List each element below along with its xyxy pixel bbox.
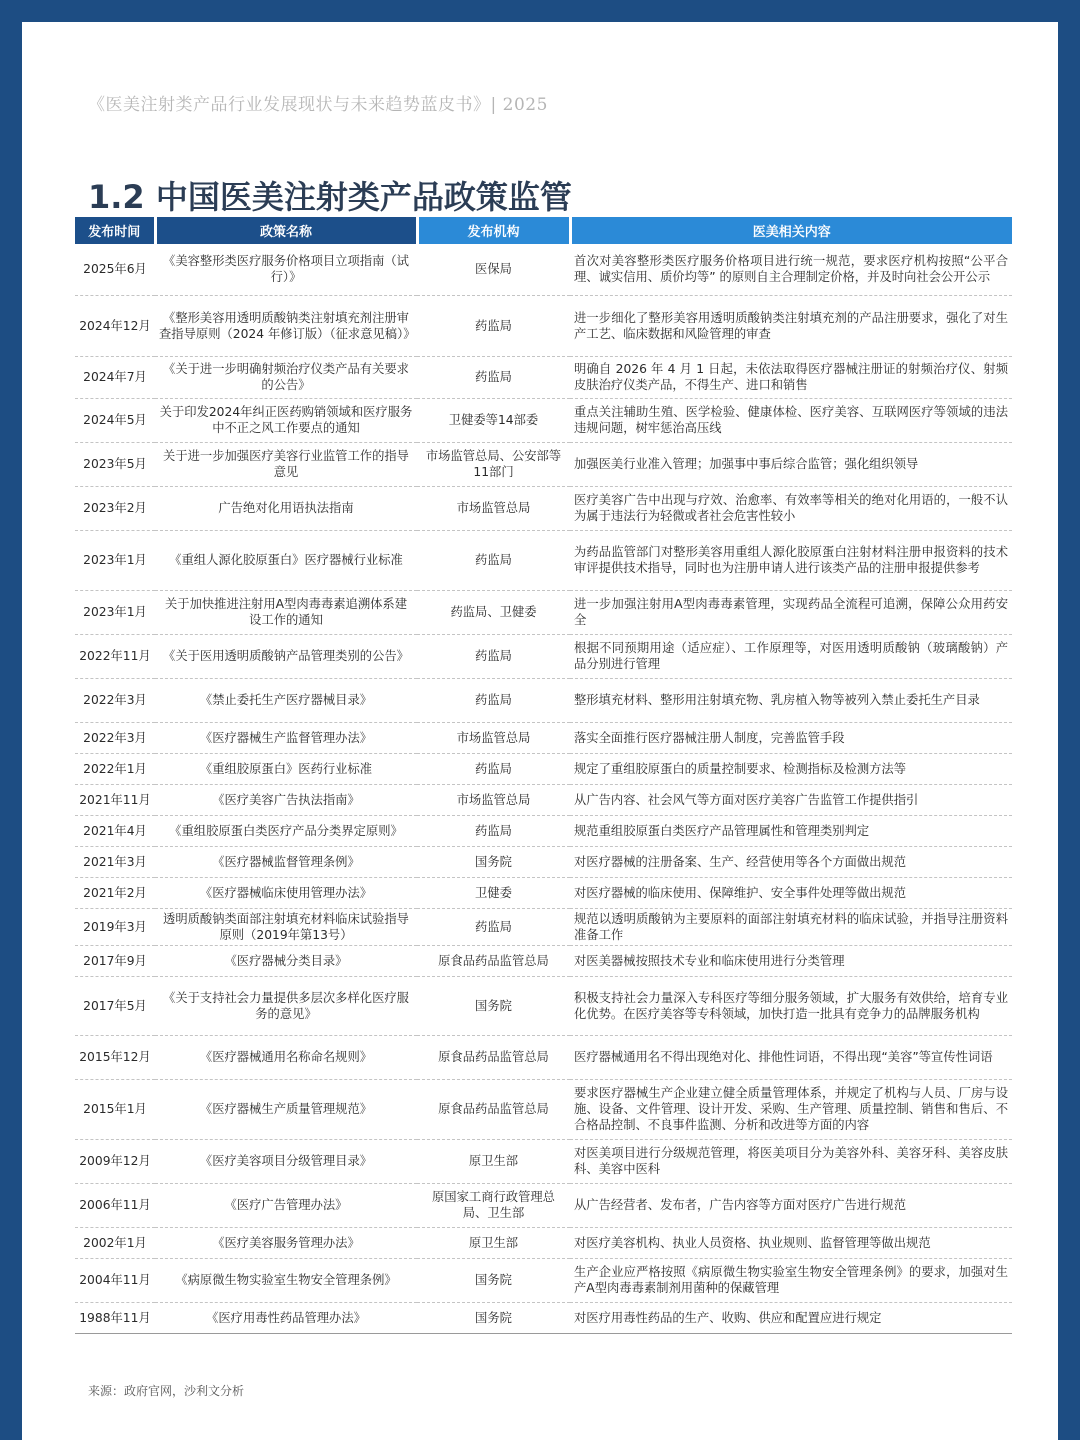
cell-issuer: 国务院 (417, 1258, 570, 1302)
table-row (75, 398, 1012, 442)
cell-content: 对医疗美容机构、执业人员资格、执业规则、监督管理等做出规范 (570, 1227, 1012, 1258)
cell-date: 2023年1月 (75, 590, 155, 634)
cell-content: 为药品监管部门对整形美容用重组人源化胶原蛋白注射材料注册申报资料的技术审评提供技术指导，同时也为注册申请人进行该类产品的注册申报提供参考 (570, 530, 1012, 590)
table-row (75, 945, 1012, 976)
table-row (75, 877, 1012, 908)
table-header-row (75, 217, 1012, 244)
cell-date: 2021年4月 (75, 815, 155, 846)
table-row (75, 784, 1012, 815)
cell-date: 2017年5月 (75, 976, 155, 1035)
column-header-policy-name: 政策名称 (155, 217, 417, 244)
cell-content: 对医疗用毒性药品的生产、收购、供应和配置应进行规定 (570, 1302, 1012, 1333)
cell-policy-name: 《美容整形类医疗服务价格项目立项指南（试行）》 (155, 244, 417, 295)
cell-date: 2015年1月 (75, 1079, 155, 1139)
table-row (75, 1302, 1012, 1333)
cell-date: 2025年6月 (75, 244, 155, 295)
cell-issuer: 药监局 (417, 678, 570, 722)
table-row (75, 1079, 1012, 1139)
cell-issuer: 市场监管总局 (417, 784, 570, 815)
column-header-content: 医美相关内容 (570, 217, 1012, 244)
cell-content: 进一步加强注射用A型肉毒毒素管理，实现药品全流程可追溯，保障公众用药安全 (570, 590, 1012, 634)
cell-issuer: 药监局、卫健委 (417, 590, 570, 634)
cell-policy-name: 《医疗器械临床使用管理办法》 (155, 877, 417, 908)
cell-content: 加强医美行业准入管理；加强事中事后综合监管；强化组织领导 (570, 442, 1012, 486)
cell-date: 2002年1月 (75, 1227, 155, 1258)
cell-issuer: 原食品药品监管总局 (417, 945, 570, 976)
table-row (75, 1183, 1012, 1227)
cell-policy-name: 《医疗美容广告执法指南》 (155, 784, 417, 815)
cell-issuer: 原卫生部 (417, 1227, 570, 1258)
table-row (75, 634, 1012, 678)
cell-policy-name: 《医疗器械监督管理条例》 (155, 846, 417, 877)
section-title: 1.2 中国医美注射类产品政策监管 (88, 178, 572, 216)
cell-date: 2009年12月 (75, 1139, 155, 1183)
cell-content: 对医疗器械的注册备案、生产、经营使用等各个方面做出规范 (570, 846, 1012, 877)
cell-content: 明确自 2026 年 4 月 1 日起，未依法取得医疗器械注册证的射频治疗仪、射频皮肤治疗仪类产品，不得生产、进口和销售 (570, 356, 1012, 398)
cell-policy-name: 透明质酸钠类面部注射填充材料临床试验指导原则（2019年第13号） (155, 908, 417, 945)
cell-policy-name: 《关于进一步明确射频治疗仪类产品有关要求的公告》 (155, 356, 417, 398)
source-note: 来源：政府官网，沙利文分析 (88, 1384, 245, 1398)
cell-date: 2023年2月 (75, 486, 155, 530)
cell-policy-name: 《重组人源化胶原蛋白》医疗器械行业标准 (155, 530, 417, 590)
cell-issuer: 医保局 (417, 244, 570, 295)
table-row (75, 678, 1012, 722)
cell-policy-name: 《整形美容用透明质酸钠类注射填充剂注册审查指导原则（2024 年修订版）（征求意见稿）》 (155, 295, 417, 356)
cell-date: 2021年3月 (75, 846, 155, 877)
cell-issuer: 药监局 (417, 815, 570, 846)
cell-issuer: 原食品药品监管总局 (417, 1035, 570, 1079)
cell-content: 进一步细化了整形美容用透明质酸钠类注射填充剂的产品注册要求，强化了对生产工艺、临床数据和风险管理的审查 (570, 295, 1012, 356)
cell-content: 医疗器械通用名不得出现绝对化、排他性词语，不得出现“美容”等宣传性词语 (570, 1035, 1012, 1079)
cell-policy-name: 关于加快推进注射用A型肉毒毒素追溯体系建设工作的通知 (155, 590, 417, 634)
cell-issuer: 市场监管总局 (417, 486, 570, 530)
cell-date: 2006年11月 (75, 1183, 155, 1227)
cell-issuer: 市场监管总局 (417, 722, 570, 753)
cell-date: 2017年9月 (75, 945, 155, 976)
cell-content: 积极支持社会力量深入专科医疗等细分服务领域，扩大服务有效供给，培育专业化优势。在医疗美容等专科领域，加快打造一批具有竞争力的品牌服务机构 (570, 976, 1012, 1035)
cell-content: 首次对美容整形类医疗服务价格项目进行统一规范，要求医疗机构按照“公平合理、诚实信用、质价均等” 的原则自主合理制定价格，并及时向社会公开公示 (570, 244, 1012, 295)
cell-issuer: 药监局 (417, 295, 570, 356)
cell-date: 2021年11月 (75, 784, 155, 815)
cell-issuer: 药监局 (417, 356, 570, 398)
cell-content: 整形填充材料、整形用注射填充物、乳房植入物等被列入禁止委托生产目录 (570, 678, 1012, 722)
cell-content: 规范以透明质酸钠为主要原料的面部注射填充材料的临床试验，并指导注册资料准备工作 (570, 908, 1012, 945)
table-row (75, 1139, 1012, 1183)
policy-table (75, 217, 1012, 1334)
cell-content: 对医疗器械的临床使用、保障维护、安全事件处理等做出规范 (570, 877, 1012, 908)
table-row (75, 356, 1012, 398)
table-row (75, 722, 1012, 753)
cell-policy-name: 广告绝对化用语执法指南 (155, 486, 417, 530)
table-row (75, 976, 1012, 1035)
cell-content: 规范重组胶原蛋白类医疗产品管理属性和管理类别判定 (570, 815, 1012, 846)
cell-policy-name: 《医疗美容服务管理办法》 (155, 1227, 417, 1258)
cell-issuer: 原食品药品监管总局 (417, 1079, 570, 1139)
cell-date: 2022年1月 (75, 753, 155, 784)
table-row (75, 244, 1012, 295)
cell-content: 规定了重组胶原蛋白的质量控制要求、检测指标及检测方法等 (570, 753, 1012, 784)
cell-date: 2023年1月 (75, 530, 155, 590)
cell-issuer: 药监局 (417, 753, 570, 784)
cell-policy-name: 关于进一步加强医疗美容行业监管工作的指导意见 (155, 442, 417, 486)
cell-policy-name: 《关于支持社会力量提供多层次多样化医疗服务的意见》 (155, 976, 417, 1035)
cell-content: 重点关注辅助生殖、医学检验、健康体检、医疗美容、互联网医疗等领域的违法违规问题，树牢惩治高压线 (570, 398, 1012, 442)
cell-content: 对医美项目进行分级规范管理，将医美项目分为美容外科、美容牙科、美容皮肤科、美容中医科 (570, 1139, 1012, 1183)
table-row (75, 753, 1012, 784)
table-row (75, 1035, 1012, 1079)
cell-issuer: 国务院 (417, 1302, 570, 1333)
cell-date: 2019年3月 (75, 908, 155, 945)
cell-policy-name: 关于印发2024年纠正医药购销领域和医疗服务中不正之风工作要点的通知 (155, 398, 417, 442)
cell-content: 从广告内容、社会风气等方面对医疗美容广告监管工作提供指引 (570, 784, 1012, 815)
cell-content: 医疗美容广告中出现与疗效、治愈率、有效率等相关的绝对化用语的，一般不认为属于违法行为轻微或者社会危害性较小 (570, 486, 1012, 530)
cell-date: 2022年11月 (75, 634, 155, 678)
table-row (75, 442, 1012, 486)
table-row (75, 846, 1012, 877)
cell-policy-name: 《医疗器械分类目录》 (155, 945, 417, 976)
cell-content: 对医美器械按照技术专业和临床使用进行分类管理 (570, 945, 1012, 976)
cell-date: 2024年7月 (75, 356, 155, 398)
cell-issuer: 原卫生部 (417, 1139, 570, 1183)
cell-issuer: 原国家工商行政管理总局、卫生部 (417, 1183, 570, 1227)
cell-policy-name: 《重组胶原蛋白类医疗产品分类界定原则》 (155, 815, 417, 846)
cell-policy-name: 《禁止委托生产医疗器械目录》 (155, 678, 417, 722)
cell-issuer: 国务院 (417, 846, 570, 877)
cell-policy-name: 《医疗器械生产质量管理规范》 (155, 1079, 417, 1139)
cell-issuer: 药监局 (417, 530, 570, 590)
cell-issuer: 卫健委等14部委 (417, 398, 570, 442)
cell-policy-name: 《医疗器械通用名称命名规则》 (155, 1035, 417, 1079)
table-row (75, 815, 1012, 846)
table-row (75, 1258, 1012, 1302)
table-row (75, 908, 1012, 945)
cell-content: 从广告经营者、发布者，广告内容等方面对医疗广告进行规范 (570, 1183, 1012, 1227)
cell-issuer: 卫健委 (417, 877, 570, 908)
cell-date: 2022年3月 (75, 722, 155, 753)
table-row (75, 486, 1012, 530)
table-row (75, 295, 1012, 356)
table-row (75, 590, 1012, 634)
cell-policy-name: 《关于医用透明质酸钠产品管理类别的公告》 (155, 634, 417, 678)
cell-date: 2024年5月 (75, 398, 155, 442)
report-page (22, 22, 1058, 1440)
cell-date: 2024年12月 (75, 295, 155, 356)
cell-date: 2015年12月 (75, 1035, 155, 1079)
column-header-issuer: 发布机构 (417, 217, 570, 244)
table-row (75, 530, 1012, 590)
cell-policy-name: 《重组胶原蛋白》医药行业标准 (155, 753, 417, 784)
cell-issuer: 药监局 (417, 908, 570, 945)
cell-policy-name: 《医疗用毒性药品管理办法》 (155, 1302, 417, 1333)
cell-policy-name: 《病原微生物实验室生物安全管理条例》 (155, 1258, 417, 1302)
cell-date: 1988年11月 (75, 1302, 155, 1333)
cell-date: 2021年2月 (75, 877, 155, 908)
running-title: 《医美注射类产品行业发展现状与未来趋势蓝皮书》| 2025 (88, 95, 548, 115)
table-row (75, 1227, 1012, 1258)
cell-issuer: 市场监管总局、公安部等11部门 (417, 442, 570, 486)
cell-date: 2004年11月 (75, 1258, 155, 1302)
cell-content: 根据不同预期用途（适应症）、工作原理等，对医用透明质酸钠（玻璃酸钠）产品分别进行管理 (570, 634, 1012, 678)
cell-date: 2022年3月 (75, 678, 155, 722)
column-header-date: 发布时间 (75, 217, 155, 244)
cell-content: 要求医疗器械生产企业建立健全质量管理体系，并规定了机构与人员、厂房与设施、设备、文件管理、设计开发、采购、生产管理、质量控制、销售和售后、不合格品控制、不良事件监测、分析和改进等方面的内容 (570, 1079, 1012, 1139)
cell-date: 2023年5月 (75, 442, 155, 486)
cell-content: 生产企业应严格按照《病原微生物实验室生物安全管理条例》的要求，加强对生产A型肉毒毒素制剂用菌种的保藏管理 (570, 1258, 1012, 1302)
cell-issuer: 国务院 (417, 976, 570, 1035)
cell-policy-name: 《医疗器械生产监督管理办法》 (155, 722, 417, 753)
cell-policy-name: 《医疗美容项目分级管理目录》 (155, 1139, 417, 1183)
cell-policy-name: 《医疗广告管理办法》 (155, 1183, 417, 1227)
cell-content: 落实全面推行医疗器械注册人制度，完善监管手段 (570, 722, 1012, 753)
cell-issuer: 药监局 (417, 634, 570, 678)
